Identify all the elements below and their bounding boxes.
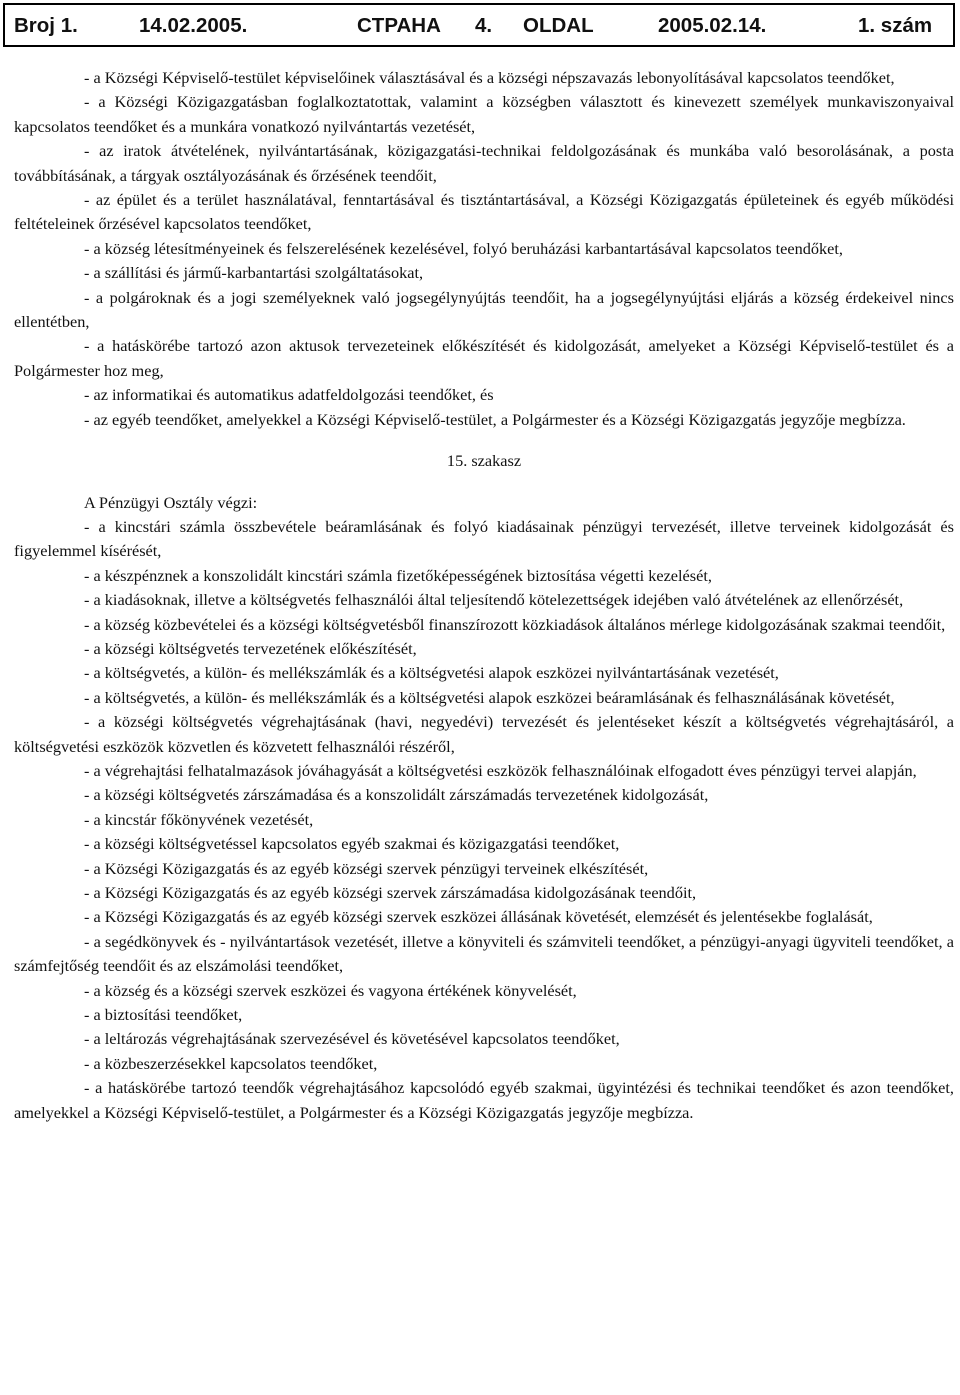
list-item: - a végrehajtási felhatalmazások jóváhagyását a költségvetési eszközök felhasználóinak elfogadott éves pénzügyi tervei alapján,: [84, 760, 917, 780]
list-item: - a polgároknak és a jogi személyeknek való jogsegélynyújtás teendőit, ha a jogsegélynyújtási eljárás a község érdekeivel nincs ellentétben,: [14, 287, 954, 332]
page-label-hungarian: OLDAL: [523, 14, 594, 37]
list-item: - a község létesítményeinek és felszerelésének kezelésével, folyó beruházási karbantartásával kapcsolatos teendőket,: [84, 238, 843, 258]
list-item: - a biztosítási teendőket,: [84, 1005, 243, 1025]
list-item: - a költségvetés, a külön- és mellékszámlák és a költségvetési alapok eszközei nyilvántartásának vezetését,: [84, 663, 779, 683]
list-item: - az iratok átvételének, nyilvántartásának, közigazgatási-technikai feldolgozásának és munkába való besorolásának, a posta továbbításának, a tárgyak osztályozásának és őrzésének teendőit,: [14, 141, 954, 185]
list-item: - a hatáskörébe tartozó azon aktusok tervezeteinek előkészítését és kidolgozását, amelyeket a Községi Képviselő-testület és a Polgármester hoz meg,: [14, 336, 954, 380]
list-item: - a községi költségvetéssel kapcsolatos egyéb szakmai és közigazgatási teendőket,: [84, 834, 620, 854]
section-title: 15. szakasz: [446, 451, 522, 471]
list-item: - a községi költségvetés végrehajtásának (havi, negyedévi) tervezését és jelentéseket készít a költségvetés végrehajtásáról, a költségvetési eszközök közvetlen és közvetett felhasználói részéről,: [14, 712, 954, 756]
list-item: - az épület és a terület használatával, fenntartásával és tisztántartásával, a Községi Közigazgatás épületeinek és egyéb működési feltételeinek őrzésével kapcsolatos teendőket,: [14, 190, 954, 234]
list-item: - a kiadásoknak, illetve a költségvetés felhasználói által teljesítendő kötelezettségek idejében való átvételének az ellenőrzését,: [84, 590, 904, 610]
issue-number: Broj 1.: [14, 14, 78, 37]
duties-list-1: [14, 66, 954, 432]
list-item: - a Községi Közigazgatás és az egyéb községi szervek zárszámadása kidolgozásának teendőit,: [84, 883, 697, 902]
list-item: - a készpénznek a konszolidált kincstári számla fizetőképességének biztosítása végetti kezelését,: [84, 565, 712, 585]
issue-date-left: 14.02.2005.: [139, 14, 248, 37]
document-body: [14, 66, 954, 1125]
list-item: - a község közbevételei és a községi költségvetésből finanszírozott közkiadások általános mérlege kidolgozásának szakmai teendőit,: [84, 614, 946, 634]
list-item: - a Községi Közigazgatás és az egyéb községi szervek eszközei állásának követését, elemzését és jelentésekbe foglalását,: [84, 907, 873, 927]
list-item: - a kincstár főkönyvének vezetését,: [84, 809, 314, 829]
list-item: - a segédkönyvek és - nyilvántartások vezetését, illetve a könyviteli és számviteli teendőket, a pénzügyi-anyagi ügyviteli teendőket, a számfejtőség teendőit és az elszámolási teendőket,: [14, 931, 954, 976]
list-item: - a hatáskörébe tartozó teendők végrehajtásához kapcsolódó egyéb szakmai, ügyintézési és technikai teendőket és azon teendőket, amelyekkel a Községi Képviselő-testület, a Polgármester és a Községi Közigazgatás jegyzője megbízza.: [14, 1078, 954, 1122]
page-number: 4.: [475, 14, 493, 37]
duties-list-2: [14, 515, 954, 1125]
list-item: - a leltározás végrehajtásának szervezésével és követésével kapcsolatos teendőket,: [84, 1029, 620, 1049]
list-item: - a közbeszerzésekkel kapcsolatos teendőket,: [84, 1053, 378, 1073]
page-header: [3, 3, 955, 47]
list-item: - a Községi Közigazgatás és az egyéb községi szervek pénzügyi terveinek elkészítését,: [84, 858, 649, 878]
list-item: - a Községi Képviselő-testület képviselőinek választásával és a községi népszavazás lebonyolításával kapcsolatos teendőket,: [84, 68, 895, 87]
list-item: - az informatikai és automatikus adatfeldolgozási teendőket, és: [84, 385, 494, 405]
list-item: - a költségvetés, a külön- és mellékszámlák és a költségvetési alapok eszközei beáramlásának és felhasználásának követését,: [84, 687, 895, 707]
list-item: - az egyéb teendőket, amelyekkel a Községi Képviselő-testület, a Polgármester és a Községi Közigazgatás jegyzője megbízza.: [84, 409, 906, 429]
list-item: - a szállítási és jármű-karbantartási szolgáltatásokat,: [84, 263, 424, 283]
list-item: - a község és a községi szervek eszközei és vagyona értékének könyvelését,: [84, 980, 577, 1000]
issue-number-hungarian: 1. szám: [858, 14, 933, 37]
list-item: - a községi költségvetés tervezetének előkészítését,: [84, 638, 417, 658]
list-item: - a Községi Közigazgatásban foglalkoztatottak, valamint a községben választott és kinevezett személyek munkaviszonyaival kapcsolatos teendőket és a munkára vonatkozó nyilvántartás vezetését,: [14, 92, 954, 136]
list-item: - a kincstári számla összbevétele beáramlásának és folyó kiadásainak pénzügyi tervezését, illetve terveinek kidolgozását és figyelemmel kísérését,: [14, 516, 954, 561]
list-item: - a községi költségvetés zárszámadása és a konszolidált zárszámadás tervezetének kidolgozását,: [84, 785, 709, 805]
section-intro: A Pénzügyi Osztály végzi:: [84, 492, 258, 512]
page-label-serbian: CTPAHA: [357, 14, 441, 37]
issue-date-right: 2005.02.14.: [658, 14, 767, 37]
